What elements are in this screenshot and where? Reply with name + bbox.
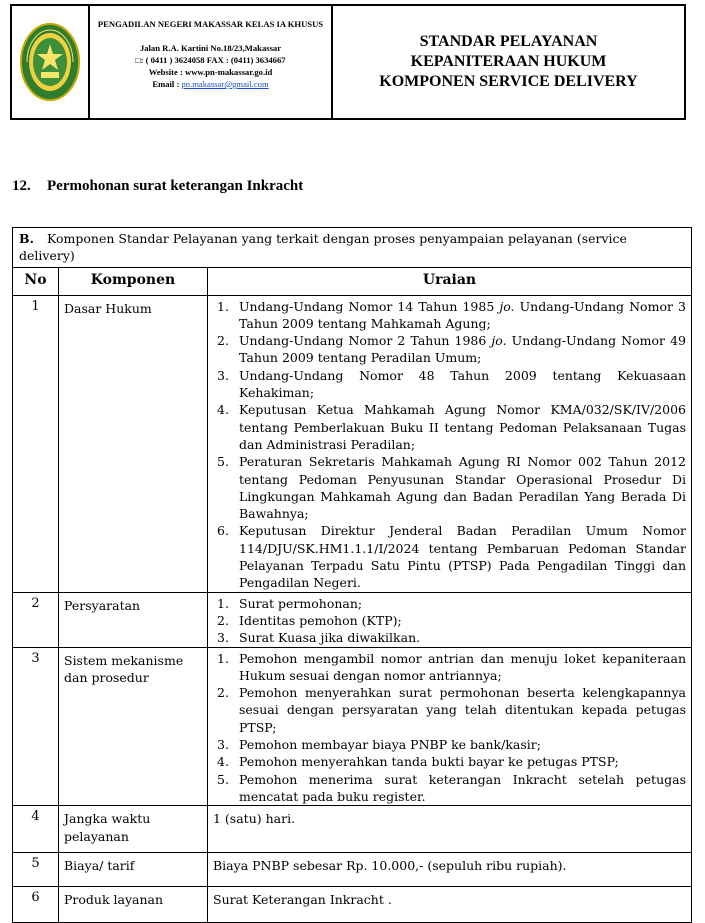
- table-row: [13, 887, 692, 923]
- list-item: 4. Pemohon menyerahkan tanda bukti bayar ke petugas PTSP;: [217, 754, 619, 770]
- phone-line: □: ( 0411 ) 3624058 FAX : (0411) 3634667: [135, 55, 286, 65]
- row-uraian: 1 (satu) hari.: [208, 806, 692, 853]
- list-item: 2. Undang-Undang Nomor 2 Tahun 1986 jo. Undang-Undang Nomor 49 Tahun 2009 tentang Peradilan Umum;: [217, 333, 686, 366]
- col-no-header: No: [13, 267, 59, 295]
- row-komponen: Persyaratan: [59, 592, 208, 647]
- table-row: [13, 295, 692, 592]
- list-item: 2. Pemohon menyerahkan surat permohonan beserta kelengkapannya sesuai dengan persyaratan yang telah ditentukan kepada petugas PTSP;: [217, 685, 686, 735]
- court-logo-icon: [19, 22, 81, 102]
- section-heading: [12, 178, 303, 195]
- email-link[interactable]: pn.makassar@gmail.com: [181, 79, 269, 89]
- website: Website : www.pn-makassar.go.id: [148, 67, 273, 77]
- row-uraian: [208, 592, 692, 647]
- row-uraian: Surat Keterangan Inkracht .: [208, 887, 692, 923]
- phone-icon: □: [135, 55, 141, 65]
- row-komponen: Produk layanan: [59, 887, 208, 923]
- table-row: [13, 647, 692, 806]
- list-item: 1. Undang-Undang Nomor 14 Tahun 1985 jo. Undang-Undang Nomor 3 Tahun 2009 tentang Mahkamah Agung;: [217, 298, 686, 331]
- row-number: 1: [13, 295, 59, 592]
- org-name: PENGADILAN NEGERI MAKASSAR KELAS IA KHUSUS: [97, 19, 324, 29]
- list-item: 5. Pemohon menerima surat keterangan Inkracht setelah petugas mencatat pada buku register.: [217, 771, 686, 804]
- list-item: 1. Surat permohonan;: [217, 595, 363, 611]
- row-komponen: Dasar Hukum: [59, 295, 208, 592]
- document-title: STANDAR PELAYANAN KEPANITERAAN HUKUM KOMPONEN SERVICE DELIVERY: [379, 33, 638, 90]
- table-row: [13, 806, 692, 853]
- list-item: 6. Keputusan Direktur Jenderal Badan Peradilan Umum Nomor 114/DJU/SK.HM1.1.1/I/2024 tentang Pembaruan Pedoman Standar Pelayanan Terpadu Satu Pintu (PTSP) Pada Pengadilan Tinggi dan Pengadilan Negeri.: [217, 523, 686, 591]
- section-b-caption: B. Komponen Standar Pelayanan yang terkait dengan proses penyampaian pelayanan (service delivery): [13, 228, 692, 268]
- row-number: 5: [13, 853, 59, 887]
- service-delivery-table: [12, 227, 692, 923]
- row-number: 4: [13, 806, 59, 853]
- row-uraian: [208, 295, 692, 592]
- row-uraian: [208, 647, 692, 806]
- row-komponen: Biaya/ tarif: [59, 853, 208, 887]
- table-row: [13, 592, 692, 647]
- list-item: 2. Identitas pemohon (KTP);: [217, 612, 402, 628]
- list-item: 3. Surat Kuasa jika diwakilkan.: [217, 630, 421, 646]
- list-item: 3. Pemohon membayar biaya PNBP ke bank/kasir;: [217, 737, 541, 753]
- row-komponen: Jangka waktu pelayanan: [59, 806, 208, 853]
- email-line: Email : pn.makassar@gmail.com: [152, 79, 269, 89]
- row-number: 2: [13, 592, 59, 647]
- col-uraian-header: Uraian: [208, 267, 692, 295]
- row-uraian: Biaya PNBP sebesar Rp. 10.000,- (sepuluh ribu rupiah).: [208, 853, 692, 887]
- letterhead: [10, 4, 686, 120]
- list-item: 3. Undang-Undang Nomor 48 Tahun 2009 tentang Kekuasaan Kehakiman;: [217, 367, 686, 401]
- address: Jalan R.A. Kartini No.18/23,Makassar: [139, 43, 282, 53]
- row-number: 6: [13, 887, 59, 923]
- list-item: 1. Pemohon mengambil nomor antrian dan menuju loket kepaniteraan Hukum sesuai dengan nomor antriannya;: [217, 650, 686, 683]
- court-logo-cell: [12, 6, 90, 118]
- list-item: 5. Peraturan Sekretaris Mahkamah Agung RI Nomor 002 Tahun 2012 tentang Pedoman Penyusunan Standar Operasional Prosedur Di Lingkungan Mahkamah Agung dan Badan Peradilan Yang Berada Di Bawahnya;: [217, 454, 686, 522]
- table-row: [13, 853, 692, 887]
- row-number: 3: [13, 647, 59, 806]
- section-number: 12.: [12, 178, 31, 194]
- section-title: Permohonan surat keterangan Inkracht: [47, 178, 304, 194]
- col-komponen-header: Komponen: [59, 267, 208, 295]
- court-info: [90, 6, 333, 118]
- list-item: 4. Keputusan Ketua Mahkamah Agung Nomor KMA/032/SK/IV/2006 tentang Pemberlakuan Buku II tentang Pedoman Pelaksanaan Tugas dan Administrasi Peradilan;: [217, 402, 686, 452]
- row-komponen: Sistem mekanisme dan prosedur: [59, 647, 208, 806]
